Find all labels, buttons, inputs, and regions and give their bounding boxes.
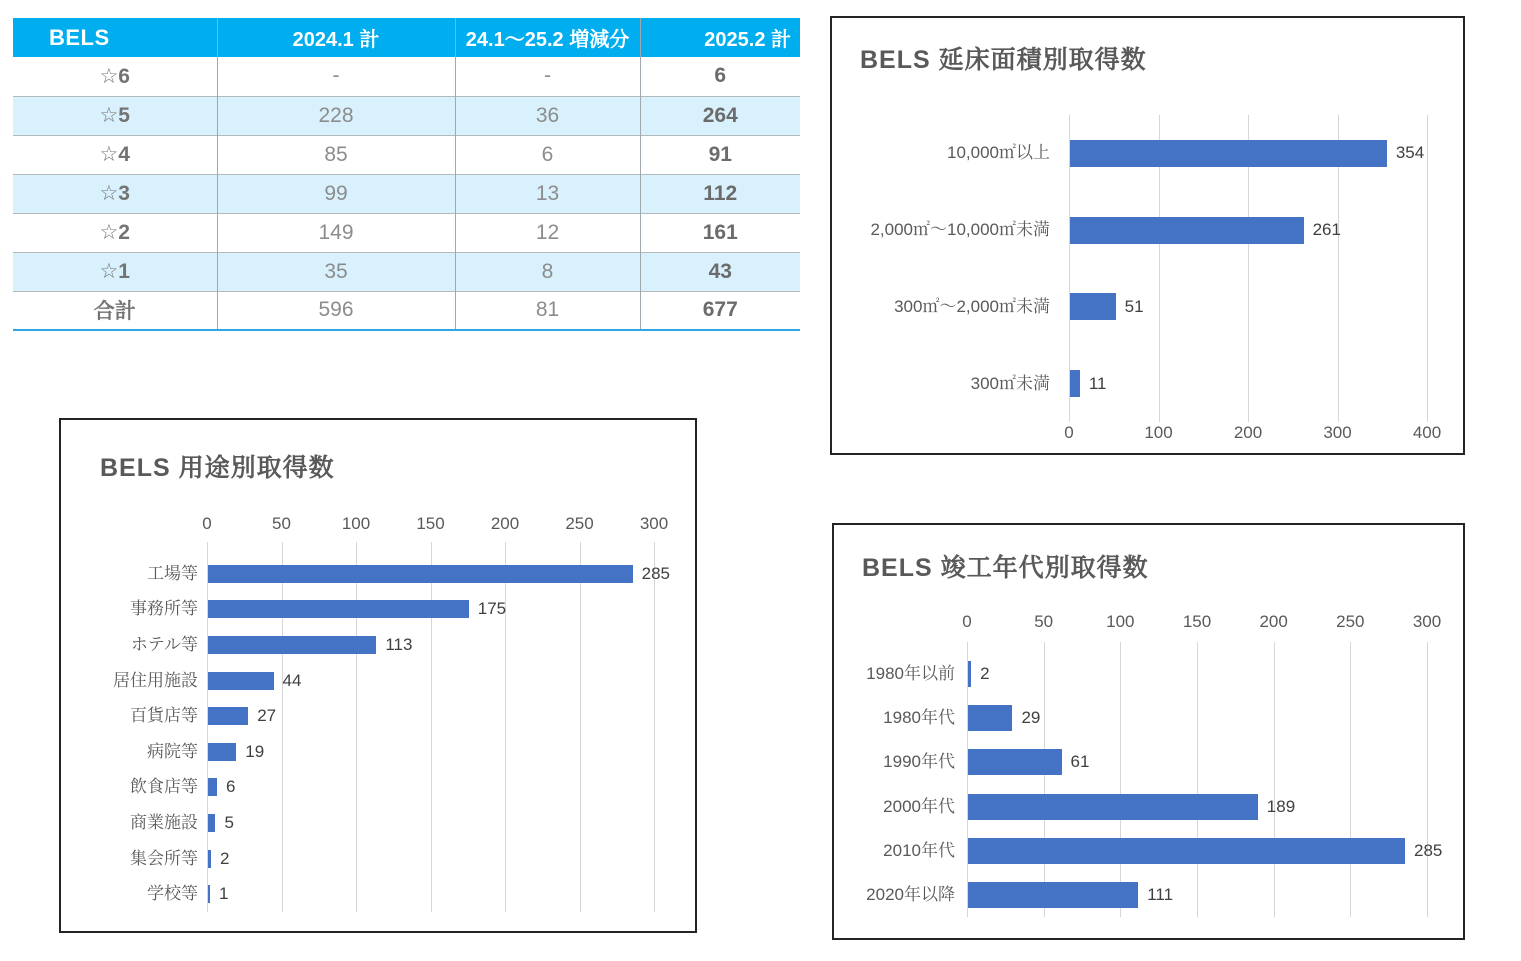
axis-tick-label: 200 xyxy=(1233,423,1263,442)
category-label: 百貨店等 xyxy=(130,706,198,726)
category-label: 2000年代 xyxy=(883,796,955,816)
value-2024-cell: 99 xyxy=(217,174,455,213)
bar xyxy=(208,636,376,654)
bar-value-label: 175 xyxy=(477,599,507,619)
bar-value-label: 61 xyxy=(1070,752,1090,772)
bar-value-label: 1 xyxy=(219,884,229,904)
value-2025-cell: 677 xyxy=(640,291,800,330)
table-row xyxy=(13,291,800,330)
bar-value-label: 285 xyxy=(641,563,671,583)
value-2024-cell: - xyxy=(217,57,455,96)
bar-value-label: 111 xyxy=(1147,884,1174,904)
category-label: 300㎡〜2,000㎡未満 xyxy=(894,296,1050,316)
table-row xyxy=(13,135,800,174)
axis-tick-label: 300 xyxy=(1412,612,1442,631)
value-2025-cell: 43 xyxy=(640,252,800,291)
bar xyxy=(1070,293,1116,320)
bels-summary-table xyxy=(13,18,800,331)
row-label-cell: ☆1 xyxy=(99,260,130,283)
table-row xyxy=(13,96,800,135)
value-delta-cell: 8 xyxy=(455,252,640,291)
value-delta-cell: 36 xyxy=(455,96,640,135)
bar xyxy=(208,814,215,832)
gridline xyxy=(1044,642,1045,917)
category-label: 1980年以前 xyxy=(866,664,955,684)
category-label: 飲食店等 xyxy=(130,777,198,797)
bar-value-label: 189 xyxy=(1266,796,1296,816)
bar xyxy=(968,661,971,687)
header-cell-2025-total: 2025.2 計 xyxy=(640,18,800,57)
gridline xyxy=(282,542,283,912)
bar xyxy=(208,778,217,796)
value-2025-cell: 91 xyxy=(640,135,800,174)
bar xyxy=(968,705,1012,731)
bar xyxy=(1070,370,1080,397)
category-label: 工場等 xyxy=(147,563,198,583)
table-row xyxy=(13,174,800,213)
bar xyxy=(208,743,236,761)
value-2024-cell: 228 xyxy=(217,96,455,135)
value-2024-cell: 85 xyxy=(217,135,455,174)
row-label-cell: ☆2 xyxy=(99,221,130,244)
bar-value-label: 51 xyxy=(1124,296,1144,316)
value-delta-cell: - xyxy=(455,57,640,96)
bar xyxy=(968,794,1258,820)
header-cell-2024-total: 2024.1 計 xyxy=(217,18,455,57)
gridline xyxy=(1120,642,1121,917)
category-label: 10,000㎡以上 xyxy=(947,143,1050,163)
bar xyxy=(208,850,211,868)
category-label: 300㎡未満 xyxy=(970,373,1050,393)
value-2025-cell: 112 xyxy=(640,174,800,213)
bar-value-label: 285 xyxy=(1414,840,1443,860)
bar xyxy=(968,882,1138,908)
bar-value-label: 29 xyxy=(1021,708,1041,728)
gridline xyxy=(1350,642,1351,917)
value-delta-cell: 13 xyxy=(455,174,640,213)
bar xyxy=(208,600,469,618)
category-label: 2010年代 xyxy=(883,840,955,860)
chart-construction-era xyxy=(832,523,1465,940)
axis-tick-label: 100 xyxy=(341,514,371,533)
category-label: 集会所等 xyxy=(130,848,198,868)
axis-tick-label: 0 xyxy=(962,612,972,631)
header-cell-bels: BELS xyxy=(13,18,217,57)
category-label: 病院等 xyxy=(147,741,198,761)
axis-tick-label: 200 xyxy=(490,514,520,533)
axis-tick-label: 200 xyxy=(1259,612,1288,631)
axis-tick-label: 300 xyxy=(1323,423,1352,442)
chart-building-use xyxy=(59,418,697,933)
value-2025-cell: 264 xyxy=(640,96,800,135)
gridline xyxy=(1197,642,1198,917)
gridline xyxy=(431,542,432,912)
gridline xyxy=(1274,642,1275,917)
chart-title-building-use: BELS 用途別取得数 xyxy=(100,454,335,482)
axis-tick-label: 100 xyxy=(1144,423,1173,442)
axis-tick-label: 100 xyxy=(1106,612,1135,631)
category-label: 2,000㎡〜10,000㎡未満 xyxy=(870,220,1050,240)
bar-value-label: 11 xyxy=(1088,373,1107,393)
table-body xyxy=(13,57,800,330)
category-label: 商業施設 xyxy=(130,813,198,832)
bar-value-label: 261 xyxy=(1312,220,1341,240)
axis-tick-label: 150 xyxy=(416,514,445,533)
axis-tick-label: 50 xyxy=(1034,612,1054,631)
axis-tick-label: 250 xyxy=(565,514,594,533)
header-cell-delta: 24.1〜25.2 増減分 xyxy=(455,18,640,57)
bar-value-label: 2 xyxy=(219,848,230,868)
axis-tick-label: 0 xyxy=(202,514,212,533)
axis-tick-label: 250 xyxy=(1336,612,1365,631)
category-label: 2020年以降 xyxy=(866,884,955,904)
gridline xyxy=(654,542,655,912)
chart-title-floor-area: BELS 延床面積別取得数 xyxy=(860,46,1147,74)
bar xyxy=(1070,140,1387,167)
row-label-cell: ☆4 xyxy=(99,143,130,166)
bar-value-label: 19 xyxy=(245,741,265,761)
value-2024-cell: 596 xyxy=(217,291,455,330)
chart-title-construction-era: BELS 竣工年代別取得数 xyxy=(862,554,1149,582)
axis-tick-label: 400 xyxy=(1412,423,1442,442)
gridline xyxy=(580,542,581,912)
row-label-cell: ☆5 xyxy=(99,104,130,127)
table-row xyxy=(13,252,800,291)
bar xyxy=(208,885,210,903)
axis-tick-label: 300 xyxy=(639,514,669,533)
category-label: 学校等 xyxy=(147,884,198,904)
value-delta-cell: 81 xyxy=(455,291,640,330)
axis-tick-label: 0 xyxy=(1064,423,1074,442)
value-delta-cell: 6 xyxy=(455,135,640,174)
axis-tick-label: 150 xyxy=(1182,612,1212,631)
category-label: 事務所等 xyxy=(130,599,198,619)
category-label: 1990年代 xyxy=(883,752,955,772)
bar xyxy=(1070,217,1304,244)
value-2025-cell: 161 xyxy=(640,213,800,252)
bar xyxy=(208,672,274,690)
chart-floor-area xyxy=(830,16,1465,455)
category-label: ホテル等 xyxy=(130,635,198,654)
bar-value-label: 6 xyxy=(225,777,236,797)
row-label-cell: ☆6 xyxy=(99,64,130,88)
bar xyxy=(208,707,248,725)
category-label: 居住用施設 xyxy=(113,670,198,690)
table-row xyxy=(13,57,800,96)
bar-value-label: 354 xyxy=(1395,143,1425,163)
bar-value-label: 27 xyxy=(257,706,277,726)
bar-value-label: 2 xyxy=(980,664,990,684)
category-label: 1980年代 xyxy=(883,708,955,728)
bar-value-label: 113 xyxy=(385,635,413,654)
axis-tick-label: 50 xyxy=(272,514,291,533)
gridline xyxy=(1427,642,1428,917)
bar xyxy=(208,565,633,583)
bar-value-label: 5 xyxy=(224,813,234,832)
value-2025-cell: 6 xyxy=(640,57,800,96)
table-header-row xyxy=(13,18,800,57)
bar xyxy=(968,749,1062,775)
table-row xyxy=(13,213,800,252)
value-2024-cell: 35 xyxy=(217,252,455,291)
bar xyxy=(968,838,1405,864)
value-delta-cell: 12 xyxy=(455,213,640,252)
row-label-cell: 合計 xyxy=(93,300,136,324)
gridline xyxy=(1427,115,1428,422)
bar-value-label: 44 xyxy=(282,670,302,690)
value-2024-cell: 149 xyxy=(217,213,455,252)
gridline xyxy=(356,542,357,912)
row-label-cell: ☆3 xyxy=(99,182,130,205)
